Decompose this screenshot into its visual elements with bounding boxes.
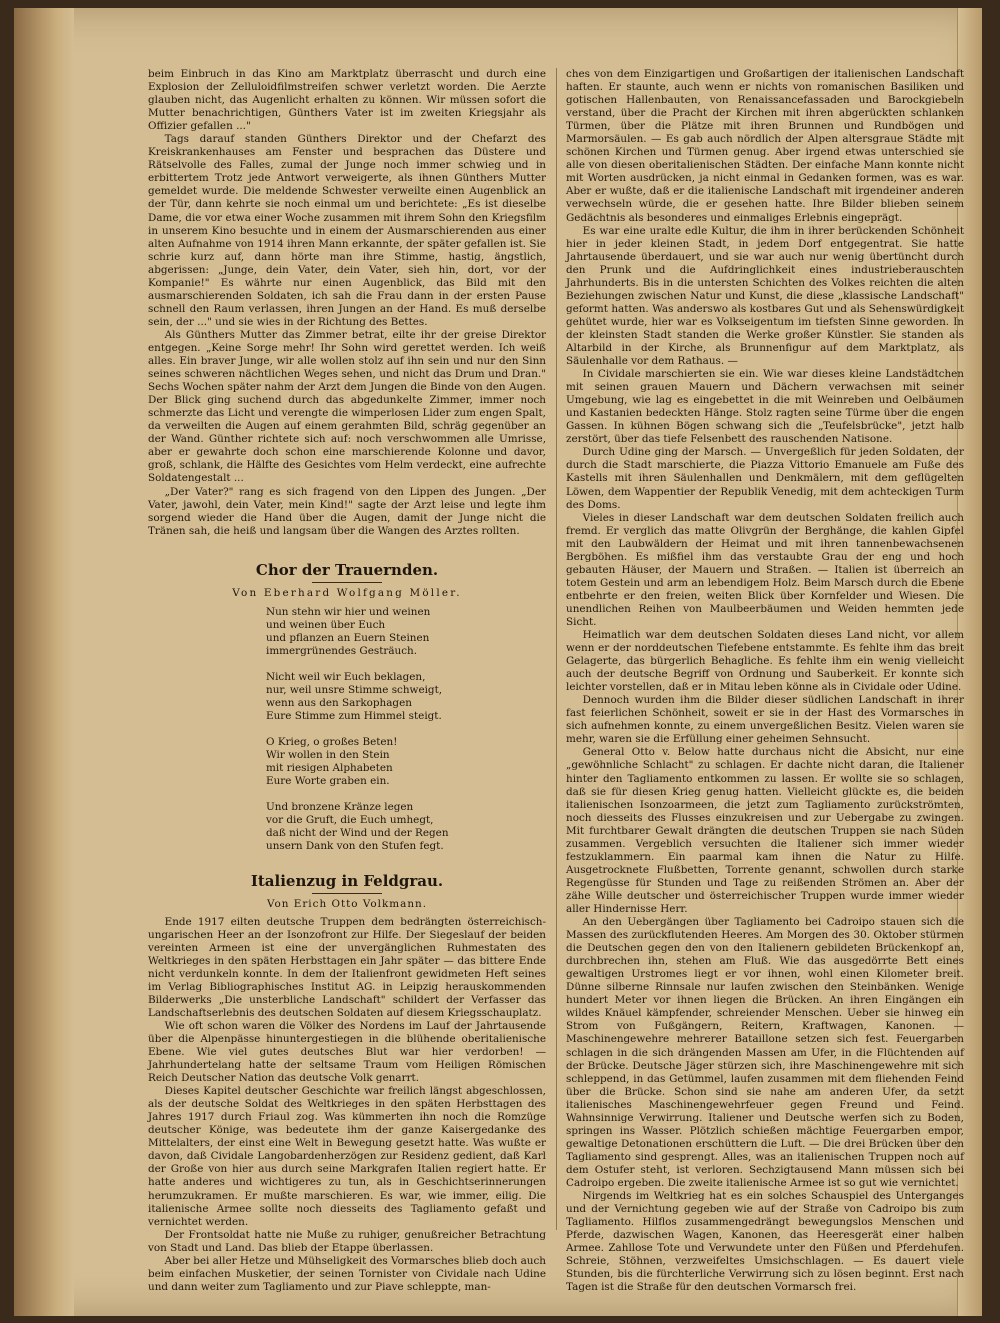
poem-stanza: [266, 801, 546, 853]
paragraph: Dieses Kapitel deutscher Geschichte war freilich längst abgeschlossen, als der deutsche Soldat des Weltkrieges in den späten Herbsttagen des Jahres 1917 durch Friaul zog. Was kümmerten ihn noch die Romzüge deutscher Könige, was bedeutete ihm der ganze Kaisergedanke des Mittelalters, der einst eine Welt in Bewegung gesetzt hatte. Was wußte er davon, daß Cividale Langobardenherzögen zur Residenz gedient, daß Karl der Große von hier aus durch seine Markgrafen Italien regiert hatte. Er hatte anderes und wichtigeres zu tun, als in Geschichtserinnerungen herumzukramen. Er mußte marschieren. Es war, wie immer, eilig. Die italienische Armee sollte noch diesseits des Tagliamento gefaßt und vernichtet werden.: [148, 1085, 546, 1228]
book-spine: [14, 8, 74, 1316]
paragraph: Nirgends im Weltkrieg hat es ein solches Schauspiel des Unterganges und der Vernichtung gegeben wie auf der Straße von Cadroipo bis zum Tagliamento. Hilflos zusammengedrängt bewegungslos Menschen und Pferde, dazwischen Wagen, Kanonen, das Heeresgerät einer halben Armee. Zahllose Tote und Verwundete unter den Füßen und Pferdehufen. Schreie, Stöhnen, verzweifeltes Umsichschlagen. — Es dauert viele Stunden, bis die fürchterliche Verwirrung sich zu lösen beginnt. Erst nach Tagen ist die Straße für den deutschen Vormarsch frei.: [566, 1190, 964, 1294]
paragraph: Es war eine uralte edle Kultur, die ihm in ihrer berückenden Schönheit hier in jeder kleinen Stadt, in jedem Dorf entgegentrat. Sie hatte Jahrtausende überdauert, und sie war auch nur wenig übertüncht durch den Prunk und die Aufdringlichkeit eines industrieberauschten Jahrhunderts. Bis in die untersten Schichten des Volkes reichten die alten Beziehungen zwischen Natur und Kunst, die diese „klassische Landschaft" geformt hatten. Was anderswo als kostbares Gut und als Sehenswürdigkeit gehütet wurde, hier war es Volkseigentum im tiefsten Sinne geworden. In der kleinsten Stadt standen die Werke großer Künstler. Sie standen als Altarbild in der Kirche, als Brunnenfigur auf dem Marktplatz, als Säulenhalle vor dem Rathaus. —: [566, 224, 964, 368]
poem-line: O Krieg, o großes Beten!: [266, 736, 398, 749]
paragraph: Heimatlich war dem deutschen Soldaten dieses Land nicht, vor allem wenn er der norddeutschen Tiefebene entstammte. Es fehlte ihm das breit Gelagerte, das bürgerlich Behagliche. Es fehlte ihm ein wenig vielleicht auch der deutsche Begriff von Ordnung und Sauberkeit. Er konnte sich leichter vorstellen, daß er in Mitau leben könne als in Cividale oder Udine.: [566, 629, 964, 694]
story-title: Italienzug in Feldgrau.: [148, 871, 546, 894]
paragraph: „Der Vater?" rang es sich fragend von den Lippen des Jungen. „Der Vater, jawohl, dein Vater, mein Kind!" sagte der Arzt leise und legte ihm sorgend wieder die Hand über die Augen, damit der Junge nicht die Tränen sah, die heiß und langsam über die Wangen des Arztes rollten.: [148, 485, 546, 537]
poem-line: mit riesigen Alphabeten: [266, 762, 393, 775]
poem-line: Eure Worte graben ein.: [266, 775, 390, 788]
poem-line: daß nicht der Wind und der Regen: [266, 827, 449, 840]
poem-stanza: [266, 606, 546, 658]
paragraph: General Otto v. Below hatte durchaus nicht die Absicht, nur eine „gewöhnliche Schlacht" zu schlagen. Er dachte nicht daran, die Italiener hinter den Tagliamento entkommen zu lassen. Er wollte sie so schlagen, daß sie für diesen Krieg genug hatten. Vielleicht glückte es, die beiden italienischen Isonzoarmeen, die jetzt zum Tagliamento zurückströmten, noch diesseits des Flusses einzukreisen und zur Uebergabe zu zwingen. Mit furchtbarer Gewalt drängten die deutschen Truppen sie nach Süden zusammen. Vergeblich versuchten die Italiener sich immer wieder festzuklammern. Ein paarmal kam ihnen die Natur zu Hilfe. Ausgetrocknete Flußbetten, Torrente genannt, schwollen durch starke Regengüsse für Stunden und Tage zu reißenden Strömen an. Aber der zähe Wille deutscher und österreichischer Truppen wurde immer wieder aller Hindernisse Herr.: [566, 746, 964, 915]
poem-line: immergrünendes Gesträuch.: [266, 644, 418, 657]
paragraph: Ende 1917 eilten deutsche Truppen dem bedrängten österreichisch-ungarischen Heer an der Isonzofront zur Hilfe. Der Siegeslauf der beiden vereinten Armeen ist eine der unvergänglichen Ruhmestaten des Weltkrieges in den späten Herbsttagen ein Jahr später — das bittere Ende nicht verdunkeln konnte. In dem der Italienfront gewidmeten Heft seines im Verlag Bibliographisches Institut AG. in Leipzig herauskommenden Bilderwerks „Die unsterbliche Landschaft" schildert der Verfasser das Landschaftserlebnis des deutschen Soldaten auf diesem Kriegsschauplatz.: [148, 915, 546, 1019]
poem-line: nur, weil unsre Stimme schweigt,: [266, 683, 443, 696]
paragraph: Tags darauf standen Günthers Direktor und der Chefarzt des Kreiskrankenhauses am Fenster und besprachen das Düstere und Rätselvolle des Falles, zumal der Junge noch immer schwieg und in erbittertem Trotz jede Antwort verweigerte, als ihnen Günthers Mutter gemeldet wurde. Die meldende Schwester verweilte einen Augenblick an der Tür, dann kehrte sie noch einmal um und berichtete: „Es ist dieselbe Dame, die vor etwa einer Woche zusammen mit ihrem Sohn den Kriegsfilm in unserem Kino besuchte und in einem der Ausmarschierenden aus einer alten Aufnahme von 1914 ihren Mann erkannte, der später gefallen ist. Sie schrie kurz auf, dann hörte man ihre Stimme, hastig, ängstlich, abgerissen: „Junge, dein Vater, dein Vater, sieh hin, dort, vor der Kompanie!" Es währte nur einen Augenblick, das Bild mit den ausmarschierenden Soldaten, ich sah die Frau dann in der ersten Pause schnell den Raum verlassen, ihren Jungen an der Hand. Es muß derselbe sein, der ..." und sie wies in der Richtung des Bettes.: [148, 133, 546, 328]
poem-line: Wir wollen in den Stein: [266, 749, 390, 762]
paragraph: An den Uebergängen über Tagliamento bei Cadroipo stauen sich die Massen des zurückflutenden Heeres. Am Morgen des 30. Oktober stürmen die Deutschen gegen den von den Italienern gebildeten Brückenkopf an, durchbrechen ihn, stehen am Fluß. Wie das ausgedörrte Bett eines gewaltigen Urstromes liegt er vor ihnen, wohl einen Kilometer breit. Dünne silberne Rinnsale nur laufen zwischen den Steinbänken. Wenige hundert Meter vor ihnen liegen die Brücken. An ihren Eingängen ein wildes Knäuel kämpfender, schreiender Menschen. Ueber sie hinweg ein Strom von Fußgängern, Reitern, Kraftwagen, Kanonen. — Maschinengewehre mehrerer Bataillone setzen sich fest. Feuergarben schlagen in die sich drängenden Massen am Ufer, in die Flüchtenden auf der Brücke. Deutsche Jäger stürzen sich, ihre Maschinengewehre mit sich schleppend, in das Getümmel, laufen zusammen mit dem fliehenden Feind über die Brücke. Schon sind sie nahe am anderen Ufer, da setzt italienisches Maschinengewehrfeuer gegen Freund und Feind. Wahnsinnige Verwirrung. Italiener und Deutsche werfen sich zu Boden, springen ins Wasser. Plötzlich schießen mächtige Feuergarben empor, gewaltige Detonationen erschüttern die Luft. — Die drei Brücken über den Tagliamento sind gesprengt. Alles, was an italienischen Truppen noch auf dem Ostufer steht, ist verloren. Sechzigtausend Mann müssen sich bei Cadroipo ergeben. Die zweite italienische Armee ist so gut wie vernichtet.: [566, 916, 964, 1189]
poem-stanza: [266, 736, 546, 788]
story-byline: Von Erich Otto Volkmann.: [266, 898, 428, 911]
poem-title: Chor der Trauernden.: [148, 560, 546, 583]
poem-line: und weinen über Euch: [266, 618, 386, 631]
poem-stanza: [266, 671, 546, 723]
paragraph: Wie oft schon waren die Völker des Nordens im Lauf der Jahrtausende über die Alpenpässe hinuntergestiegen in die blühende oberitalienische Ebene. Wie viel gutes deutsches Blut war hier verdorben! — Jahrhundertelang hatte der seltsame Traum vom Heiligen Römischen Reich Deutscher Nation das deutsche Volk genarrt.: [148, 1019, 546, 1085]
paragraph: beim Einbruch in das Kino am Marktplatz überrascht und durch eine Explosion der Zelluloidfilmstreifen schwer verletzt worden. Die Aerzte glauben nicht, das Augenlicht erhalten zu können. Wir müssen sofort die Mutter benachrichtigen, Günthers Vater ist im zweiten Kriegsjahr als Offizier gefallen ...": [148, 68, 546, 133]
paragraph: Dennoch wurden ihm die Bilder dieser südlichen Landschaft in ihrer fast feierlichen Schönheit, soweit er sie in der Hast des Vormarsches in sich aufnehmen konnte, zu einem unvergeßlichen Besitz. Vielen waren sie mehr, waren sie die Erfüllung einer geheimen Sehnsucht.: [566, 694, 964, 746]
paragraph: Als Günthers Mutter das Zimmer betrat, eilte ihr der greise Direktor entgegen. „Keine Sorge mehr! Ihr Sohn wird gerettet werden. Ich weiß alles. Ein braver Junge, wir alle wollen stolz auf ihn sein und nur den Sinn seines schweren nächtlichen Weges sehen, und nicht das Drum und Dran." Sechs Wochen später nahm der Arzt dem Jungen die Binde von den Augen. Der Blick ging suchend durch das abgedunkelte Zimmer, immer noch schmerzte das Licht und verengte die wimperlosen Lider zum engen Spalt, da verweilten die Augen auf einem gerahmten Bild, schräg gegenüber an der Wand. Günther richtete sich auf: noch verschwommen alle Umrisse, aber er gewahrte doch schon eine marschierende Kolonne und davor, groß, schlank, die Hälfte des Gesichtes vom Helm verdeckt, eine aufrechte Soldatengestalt ...: [148, 328, 546, 485]
poem-byline: Von Eberhard Wolfgang Möller.: [232, 586, 462, 599]
paragraph: ches von dem Einzigartigen und Großartigen der italienischen Landschaft haften. Er staunte, auch wenn er nichts von romanischen Basiliken und gotischen Hallenbauten, von Renaissancefassaden und Barockgiebeln verstand, über die Pracht der Kirchen mit ihren abgerückten schlanken Türmen, über die Plätze mit ihren Brunnen und Rundbögen und Marmorsäulen. — Es gab auch nördlich der Alpen altersgraue Städte mit schönen Kirchen und Türmen genug. Aber irgend etwas unterschied sie alle von diesen oberitalienischen Städten. Der einfache Mann konnte nicht mit Worten ausdrücken, ja nicht einmal in Gedanken formen, was es war. Aber er wußte, daß er die italienische Landschaft mit irgendeiner anderen verwechseln würde, die er gesehen hatte. Ihre Bilder blieben seinem Gedächtnis als besonderes und einmaliges Erlebnis eingeprägt.: [566, 68, 964, 224]
left-column: [148, 68, 546, 1294]
paragraph: Vieles in dieser Landschaft war dem deutschen Soldaten freilich auch fremd. Er verglich das matte Olivgrün der Berghänge, die kahlen Gipfel mit den Laubwäldern der Heimat und mit ihren tannenbewachsenen Bergböhen. Es mißfiel ihm das verstaubte Grau der eng und hoch gebauten Häuser, der Mauern und Straßen. — Italien ist überreich an totem Gestein und arm an lebendigem Holz. Beim Marsch durch die Ebene entbehrte er den freien, weiten Blick über Kornfelder und Wiesen. Die unendlichen Reihen von Maulbeerbäumen und Weiden hemmten jede Sicht.: [566, 511, 964, 628]
poem-line: Nicht weil wir Euch beklagen,: [266, 670, 426, 683]
paragraph: Durch Udine ging der Marsch. — Unvergeßlich für jeden Soldaten, der durch die Stadt marschierte, die Piazza Vittorio Emanuele am Fuße des Kastells mit ihren Säulenhallen und Denkmälern, mit dem geflügelten Löwen, dem Wappentier der Republik Venedig, mit dem achteckigen Turm des Doms.: [566, 446, 964, 511]
paragraph: Aber bei aller Hetze und Mühseligkeit des Vormarsches blieb doch auch beim einfachen Musketier, der seinen Tornister von Cividale nach Udine und dann weiter zum Tagliamento und zur Piave schleppte, man-: [148, 1254, 546, 1293]
poem-line: wenn aus den Sarkophagen: [266, 697, 412, 710]
poem-line: Eure Stimme zum Himmel steigt.: [266, 710, 442, 723]
poem-line: und pflanzen an Euern Steinen: [266, 631, 430, 644]
poem-line: vor die Gruft, die Euch umhegt,: [266, 814, 434, 827]
paragraph: Der Frontsoldat hatte nie Muße zu ruhiger, genußreicher Betrachtung von Stadt und Land. Das blieb der Etappe überlassen.: [148, 1228, 546, 1254]
paragraph: In Cividale marschierten sie ein. Wie war dieses kleine Landstädtchen mit seinen grauen Mauern und Dächern verwachsen mit seiner Umgebung, wie lag es eingebettet in die mit Weinreben und Oelbäumen und Kastanien bedeckten Hänge. Stolz ragten seine Türme über die engen Gassen. In kühnen Bögen schwang sich die „Teufelsbrücke", jetzt halb zerstört, über das tiefe Felsenbett des rauschenden Natisone.: [566, 368, 964, 446]
poem-line: Und bronzene Kränze legen: [266, 801, 414, 814]
poem-line: unsern Dank von den Stufen fegt.: [266, 840, 444, 853]
right-column: [566, 68, 964, 1294]
column-divider: [556, 68, 557, 1230]
poem-line: Nun stehn wir hier und weinen: [266, 605, 431, 618]
